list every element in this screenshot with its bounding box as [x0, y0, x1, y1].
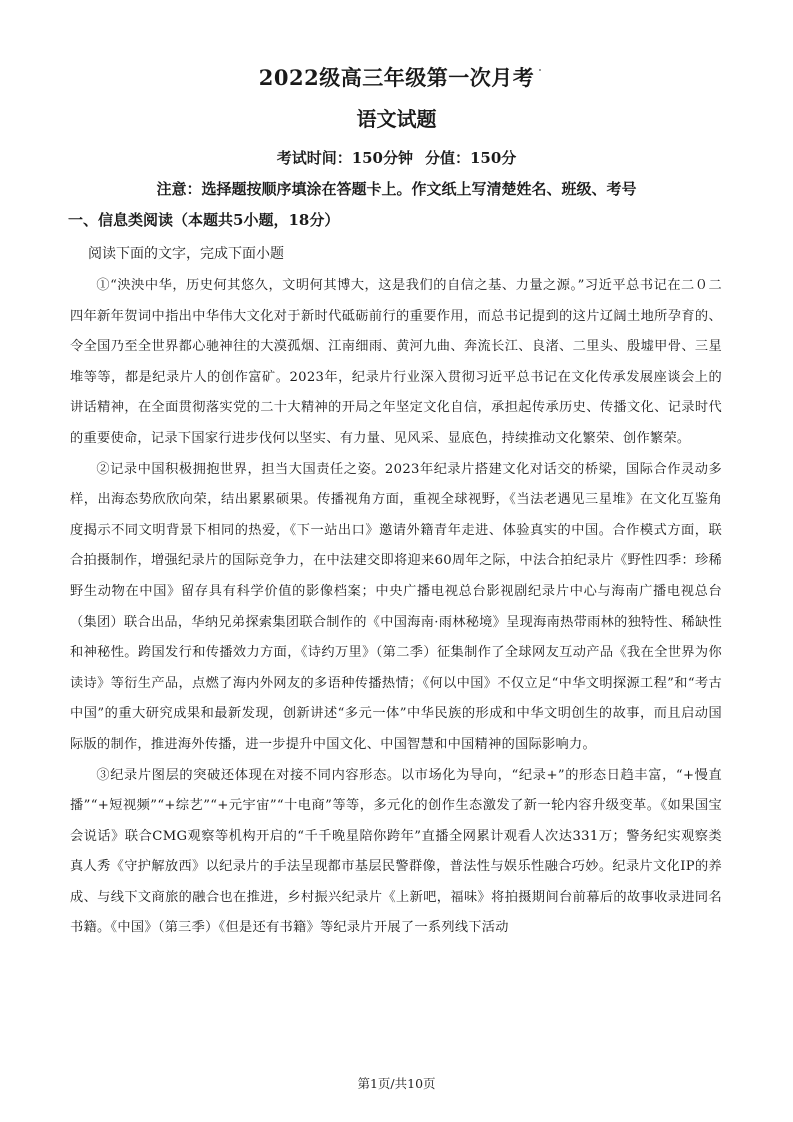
article-paragraph-3: ③纪录片图层的突破还体现在对接不同内容形态。以市场化为导向，“纪录+”的形态日趋丰富，“+慢直播”“+短视频”“+综艺”“+元宇宙”“十电商”等等，多元化的创作生态激发了新一轮内容升级变革。《如果国宝会说话》联合CMG观察等机构开启的“千千晚星陪你跨年”直播全网累计观看人次达331万；警务纪实观察类真人秀《守护解放西》以纪录片的手法呈现都市基层民警群像，普法性与娱乐性融合巧妙。纪录片文化IP的养成、与线下文商旅的融合也在推进，乡村振兴纪录片《上新吧，福味》将拍摄期间台前幕后的故事收录进同名书籍。《中国》（第三季）《但是还有书籍》等纪录片开展了一系列线下活动	[70, 767, 722, 936]
article-paragraph-1: ①“泱泱中华，历史何其悠久，文明何其博大，这是我们的自信之基、力量之源。”习近平总书记在二０二四年新年贺词中指出中华伟大文化对于新时代砥砺前行的重要作用，而总书记提到的这片辽阔土地所孕育的、令全国乃至全世界都心驰神往的大漠孤烟、江南细雨、黄河九曲、奔流长江、良渚、二里头、殷墟甲骨、三星堆等等，都是纪录片人的创作富矿。2023年，纪录片行业深入贯彻习近平总书记在文化传承发展座谈会上的讲话精神，在全面贯彻落实党的二十大精神的开局之年坚定文化自信，承担起传承历史、传播文化、记录时代的重要使命，记录下国家行进步伐何以坚实、有力量、见风采、显底色，持续推动文化繁荣、创作繁荣。	[70, 278, 722, 446]
exam-notice: 注意：选择题按顺序填涂在答题卡上。作文纸上写清楚姓名、班级、考号	[156, 180, 637, 198]
page-number: 第1页/共10页	[357, 1076, 436, 1091]
exam-info	[0, 147, 793, 168]
article-paragraph-2: ②记录中国积极拥抱世界，担当大国责任之姿。2023年纪录片搭建文化对话交的桥梁，国际合作灵动多样，出海态势欣欣向荣，结出累累硕果。传播视角方面，重视全球视野，《当法老遇见三星堆》在文化互鉴角度揭示不同文明背景下相同的热爱，《下一站出口》邀请外籍青年走进、体验真实的中国。合作模式方面，联合拍摄制作，增强纪录片的国际竞争力，在中法建交即将迎来60周年之际，中法合拍纪录片《野性四季：珍稀野生动物在中国》留存具有科学价值的影像档案；中央广播电视总台影视剧纪录片中心与海南广播电视总台（集团）联合出品，华纳兄弟探索集团联合制作的《中国海南·雨林秘境》呈现海南热带雨林的独特性、稀缺性和神秘性。跨国发行和传播效力方面，《诗约万里》（第二季）征集制作了全球网友互动产品《我在全世界为你读诗》等衍生产品，点燃了海内外网友的多语种传播热情；《何以中国》不仅立足“中华文明探源工程”和“考古中国”的重大研究成果和最新发现，创新讲述“多元一体”中华民族的形成和中华文明创生的故事，而且启动国际版的制作，推进海外传播，进一步提升中国文化、中国智慧和中国精神的国际影响力。	[70, 461, 722, 752]
exam-time: 考试时间：150分钟	[276, 149, 413, 167]
reading-article	[70, 271, 722, 944]
exam-score: 分值：150分	[425, 149, 517, 167]
reading-instruction: 阅读下面的文字，完成下面小题	[88, 246, 284, 262]
exam-title: 2022级高三年级第一次月考	[258, 65, 535, 90]
subject-title: 语文试题	[356, 107, 437, 131]
section-heading: 一、信息类阅读（本题共5小题，18分）	[68, 211, 340, 229]
